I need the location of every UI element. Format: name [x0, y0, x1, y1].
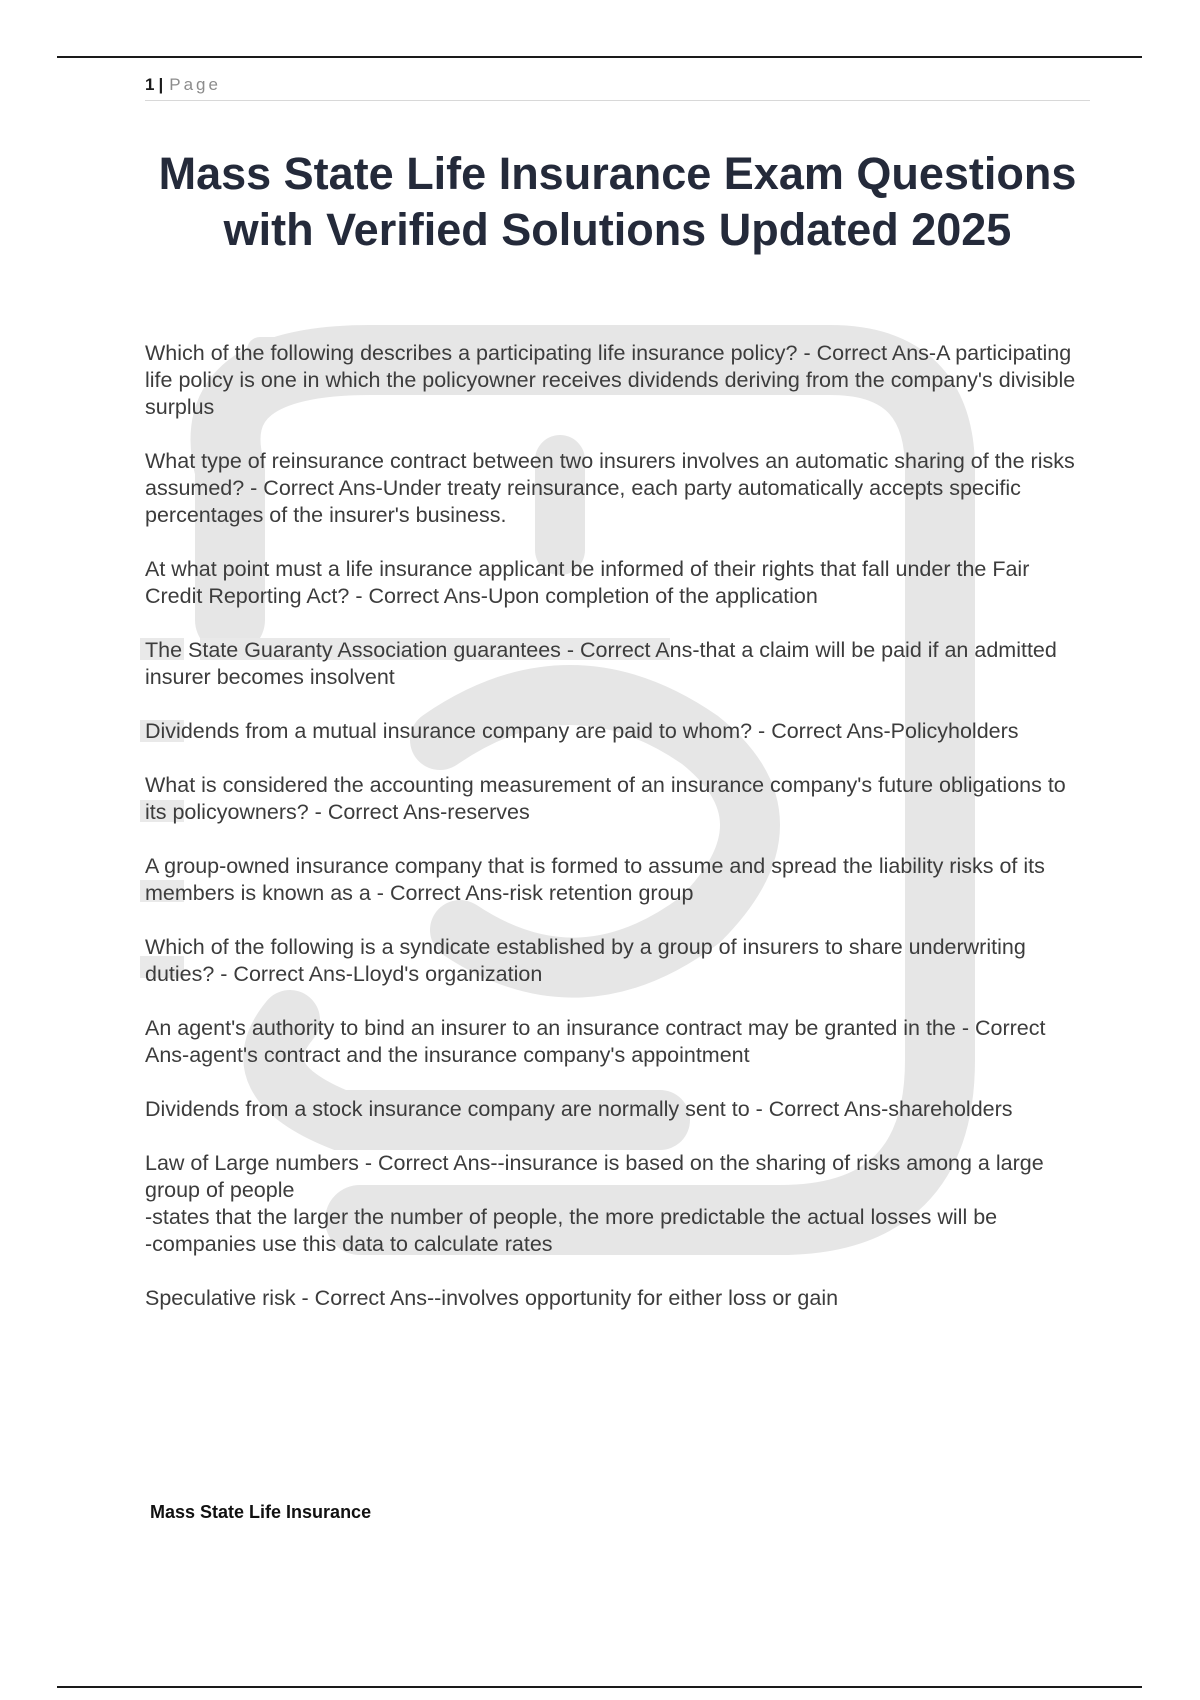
bottom-rule [57, 1686, 1142, 1688]
qa-item: Speculative risk - Correct Ans--involves opportunity for either loss or gain [145, 1286, 839, 1310]
qa-item: At what point must a life insurance applicant be informed of their rights that fall under the Fair Credit Reporting Act? - Correct Ans-Upon completion of the application [145, 557, 1030, 608]
qa-item: Dividends from a mutual insurance company are paid to whom? - Correct Ans-Policyholders [145, 719, 1019, 743]
qa-item: Law of Large numbers - Correct Ans--insurance is based on the sharing of risks among a large group of people -states that the larger the number of people, the more predictable the actual losses will be -companies use this data to calculate rates [145, 1151, 1044, 1256]
qa-item: Which of the following is a syndicate established by a group of insurers to share underwriting duties? - Correct Ans-Lloyd's organization [145, 935, 1026, 986]
qa-item: What type of reinsurance contract between two insurers involves an automatic sharing of the risks assumed? - Correct Ans-Under treaty reinsurance, each party automatically accepts specific percentages of the insurer's business. [145, 449, 1075, 527]
page-header [145, 74, 1090, 101]
qa-item: A group-owned insurance company that is formed to assume and spread the liability risks of its members is known as a - Correct Ans-risk retention group [145, 854, 1045, 905]
qa-item: The State Guaranty Association guarantees - Correct Ans-that a claim will be paid if an admitted insurer becomes insolvent [145, 638, 1057, 689]
top-rule [57, 56, 1142, 58]
qa-list [145, 340, 1090, 1339]
qa-item: An agent's authority to bind an insurer to an insurance contract may be granted in the - Correct Ans-agent's contract and the insurance company's appointment [145, 1016, 1046, 1067]
document-title: Mass State Life Insurance Exam Questions with Verified Solutions Updated 2025 [158, 148, 1077, 255]
qa-item: What is considered the accounting measurement of an insurance company's future obligations to its policyowners? - Correct Ans-reserves [145, 773, 1066, 824]
page-word: Page [169, 75, 221, 94]
footer-label: Mass State Life Insurance [150, 1502, 372, 1522]
qa-item: Which of the following describes a participating life insurance policy? - Correct Ans-A participating life policy is one in which the policyowner receives dividends deriving from the company's divisible surplus [145, 341, 1076, 419]
qa-item: Dividends from a stock insurance company are normally sent to - Correct Ans-shareholders [145, 1097, 1013, 1121]
page-separator: | [158, 75, 164, 94]
page-number: 1 [145, 75, 155, 94]
